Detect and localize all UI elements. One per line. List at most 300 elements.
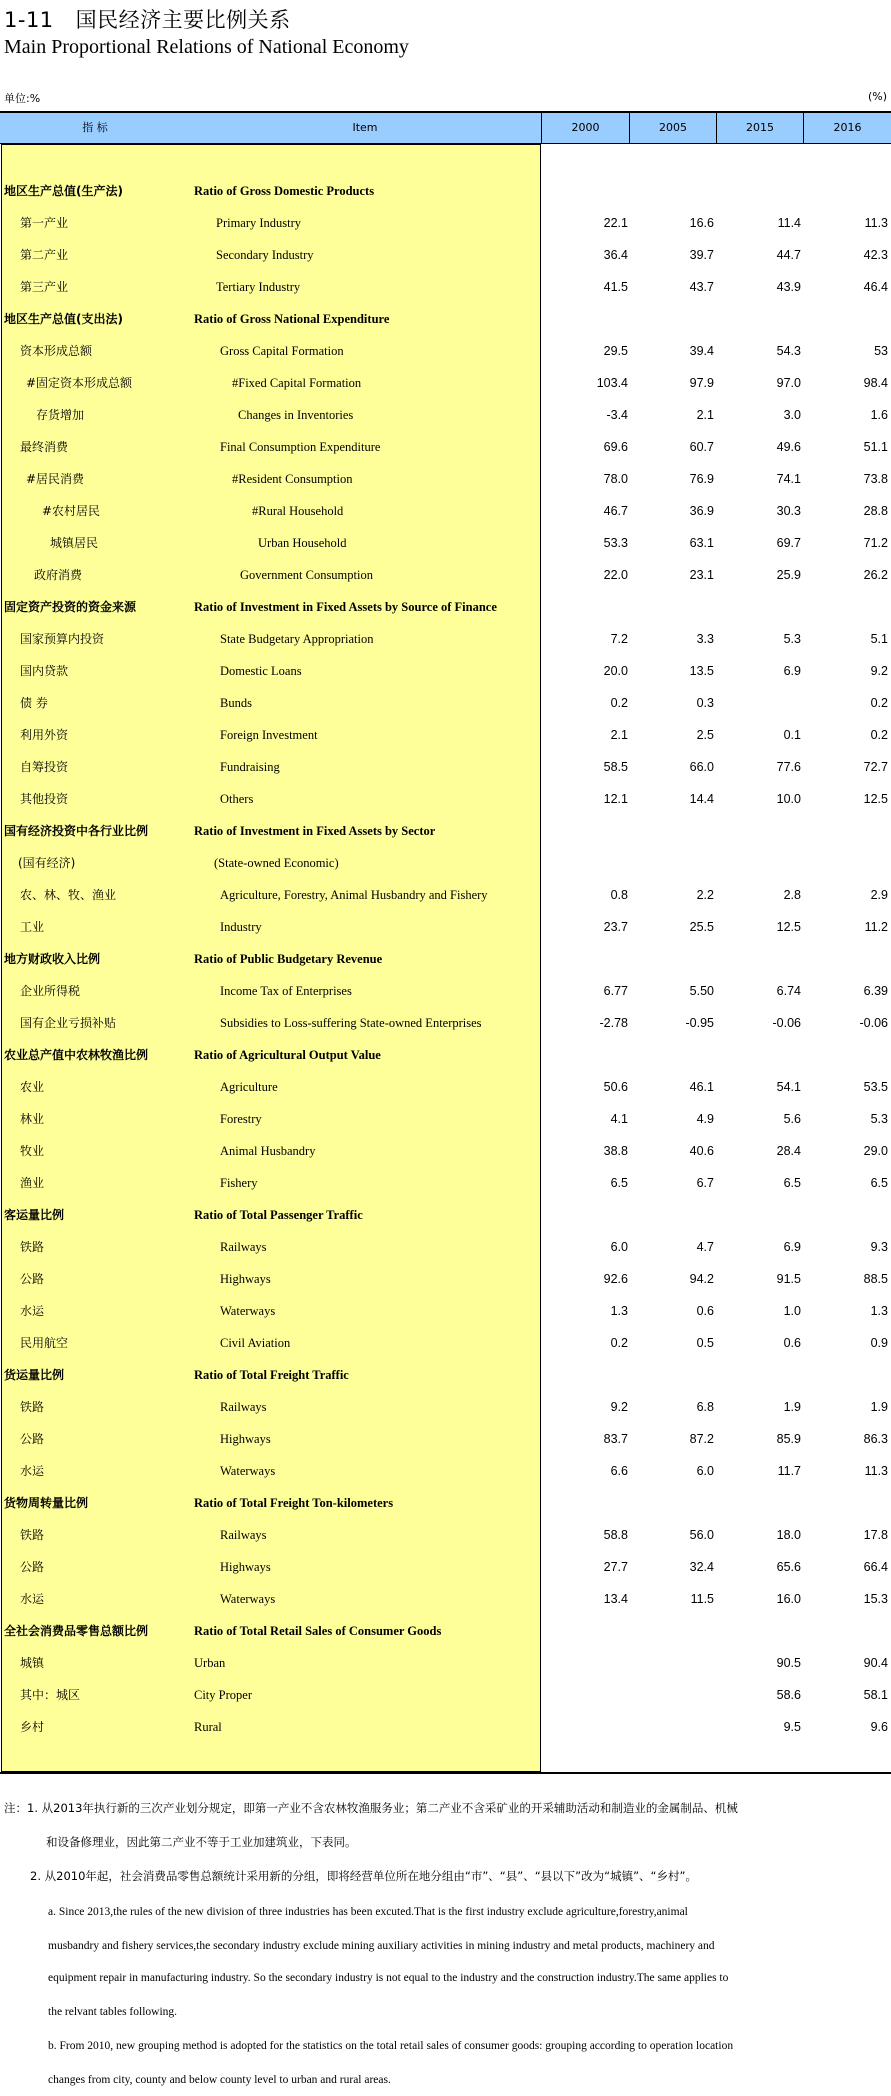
indicator-cn: 水运: [20, 1592, 45, 1606]
indicator-en: #Resident Consumption: [232, 472, 353, 486]
indicator-cn: #居民消费: [26, 472, 85, 486]
value-2005: 25.5: [689, 920, 714, 934]
indicator-en: Government Consumption: [240, 568, 373, 582]
value-2015: 6.74: [776, 984, 801, 998]
section-title-cn: 地区生产总值(支出法): [4, 312, 123, 326]
value-2016: 53.5: [863, 1080, 888, 1094]
section-title-en: Ratio of Investment in Fixed Assets by Sector: [194, 824, 436, 838]
value-2015: 18.0: [776, 1528, 801, 1542]
value-2015: 0.6: [783, 1336, 801, 1350]
value-2005: 94.2: [689, 1272, 714, 1286]
indicator-en: Animal Husbandry: [220, 1144, 316, 1158]
section-title-en: Ratio of Public Budgetary Revenue: [194, 952, 383, 966]
indicator-en: State Budgetary Appropriation: [220, 632, 374, 646]
value-2000: 0.2: [610, 696, 628, 710]
value-2015: 28.4: [776, 1144, 801, 1158]
footnote-line: musbandry and fishery services,the secondary industry exclude mining auxiliary activities in mining industry and metal products, machinery and: [48, 1940, 715, 1952]
section-title-en: Ratio of Agricultural Output Value: [194, 1048, 381, 1062]
indicator-cn: 乡村: [20, 1720, 45, 1734]
value-2015: 11.4: [777, 216, 801, 230]
value-2005: 43.7: [689, 280, 714, 294]
value-2005: 2.5: [696, 728, 714, 742]
section-title-cn: 全社会消费品零售总额比例: [4, 1624, 149, 1638]
value-2005: 87.2: [689, 1432, 714, 1446]
value-2000: 4.1: [610, 1112, 628, 1126]
value-2016: 1.9: [870, 1400, 888, 1414]
indicator-en: Highways: [220, 1272, 271, 1286]
table-bottom-rule: [0, 1772, 891, 1774]
section-title-en: Ratio of Gross Domestic Products: [194, 184, 375, 198]
table-row: [0, 1679, 891, 1711]
value-2016: 1.6: [870, 408, 888, 422]
value-2015: 90.5: [776, 1656, 801, 1670]
table-row: [0, 1231, 891, 1263]
table-number: 1-11: [4, 8, 54, 32]
indicator-en: Bunds: [220, 696, 252, 710]
value-2005: 4.7: [696, 1240, 714, 1254]
value-2000: 83.7: [603, 1432, 628, 1446]
section-title-en: Ratio of Investment in Fixed Assets by Source of Finance: [194, 600, 497, 614]
indicator-en: Urban Household: [258, 536, 347, 550]
value-2005: 97.9: [689, 376, 714, 390]
value-2000: 58.5: [603, 760, 628, 774]
value-2016: 2.9: [870, 888, 888, 902]
value-2015: 6.9: [783, 664, 801, 678]
value-2005: 39.4: [689, 344, 714, 358]
value-2016: 9.2: [870, 664, 888, 678]
indicator-en: Industry: [220, 920, 262, 934]
indicator-en: Domestic Loans: [220, 664, 302, 678]
indicator-en: City Proper: [194, 1688, 252, 1702]
table-row: [0, 335, 891, 367]
value-2015: 44.7: [776, 248, 801, 262]
footnote-line: b. From 2010, new grouping method is adopted for the statistics on the total retail sales of consumer goods: grouping according to operation location: [48, 2040, 734, 2052]
indicator-en: Rural: [194, 1720, 222, 1734]
table-row: [0, 1103, 891, 1135]
value-2016: 58.1: [863, 1688, 888, 1702]
indicator-en: Railways: [220, 1400, 267, 1414]
value-2015: 9.5: [783, 1720, 801, 1734]
value-2016: 72.7: [863, 760, 888, 774]
indicator-en: Fundraising: [220, 760, 280, 774]
value-2000: 6.77: [603, 984, 628, 998]
indicator-cn: 城镇居民: [50, 536, 99, 550]
value-2005: 6.7: [696, 1176, 714, 1190]
value-2015: 43.9: [776, 280, 801, 294]
value-2000: 103.4: [596, 376, 628, 390]
value-2000: 27.7: [603, 1560, 628, 1574]
table-row: [0, 399, 891, 431]
value-2015: 74.1: [776, 472, 801, 486]
indicator-cn: 民用航空: [20, 1336, 69, 1350]
table-row: [0, 911, 891, 943]
value-2016: 6.39: [863, 984, 888, 998]
page-title-cn: [4, 4, 291, 34]
value-2016: 11.3: [864, 216, 888, 230]
value-2005: 46.1: [689, 1080, 714, 1094]
value-2000: 58.8: [603, 1528, 628, 1542]
indicator-cn: 国家预算内投资: [20, 632, 105, 646]
value-2015: 25.9: [776, 568, 801, 582]
value-2005: 40.6: [689, 1144, 714, 1158]
indicator-cn: 牧业: [20, 1144, 45, 1158]
value-2005: 6.8: [696, 1400, 714, 1414]
value-2005: 76.9: [689, 472, 714, 486]
value-2005: 0.3: [696, 696, 714, 710]
value-2005: 6.0: [696, 1464, 714, 1478]
table-row: [0, 1615, 891, 1647]
value-2000: 36.4: [603, 248, 628, 262]
indicator-cn: 林业: [20, 1112, 45, 1126]
value-2005: 5.50: [689, 984, 714, 998]
title-text-cn: 国民经济主要比例关系: [75, 8, 291, 32]
table-row: [0, 431, 891, 463]
value-2005: 56.0: [689, 1528, 714, 1542]
table-row: [0, 1519, 891, 1551]
table-row: [0, 655, 891, 687]
value-2016: 28.8: [863, 504, 888, 518]
indicator-cn: 债 券: [20, 696, 48, 710]
indicator-cn: 存货增加: [36, 408, 85, 422]
value-2000: 29.5: [603, 344, 628, 358]
indicator-en: Civil Aviation: [220, 1336, 291, 1350]
value-2005: 23.1: [689, 568, 714, 582]
indicator-cn: 政府消费: [34, 568, 83, 582]
indicator-cn: 国有企业亏损补贴: [20, 1016, 117, 1030]
table-row: [0, 239, 891, 271]
value-2016: 5.1: [870, 632, 888, 646]
indicator-en: Subsidies to Loss-suffering State-owned Enterprises: [220, 1016, 482, 1030]
indicator-en: (State-owned Economic): [214, 856, 339, 870]
table-row: [0, 783, 891, 815]
value-2000: 13.4: [603, 1592, 628, 1606]
value-2015: 65.6: [776, 1560, 801, 1574]
value-2005: 39.7: [689, 248, 714, 262]
table-row: [0, 1167, 891, 1199]
indicator-cn: 公路: [20, 1560, 45, 1574]
unit-label: 单位:%: [4, 92, 41, 105]
page-title-en: Main Proportional Relations of National Economy: [4, 36, 409, 58]
section-title-en: Ratio of Total Freight Ton-kilometers: [194, 1496, 394, 1510]
value-2015: 1.0: [783, 1304, 801, 1318]
value-2016: 26.2: [863, 568, 888, 582]
table-row: [0, 719, 891, 751]
table-row: [0, 495, 891, 527]
indicator-en: Final Consumption Expenditure: [220, 440, 381, 454]
value-2000: -2.78: [599, 1016, 628, 1030]
value-2000: 69.6: [603, 440, 628, 454]
table-row: [0, 623, 891, 655]
indicator-cn: 其他投资: [20, 792, 69, 806]
value-2005: 36.9: [689, 504, 714, 518]
value-2000: 50.6: [603, 1080, 628, 1094]
table-row: [0, 303, 891, 335]
value-2000: 2.1: [610, 728, 628, 742]
table-row: [0, 687, 891, 719]
table-row: [0, 1711, 891, 1743]
value-2016: 98.4: [863, 376, 888, 390]
value-2000: 22.0: [603, 568, 628, 582]
indicator-en: Forestry: [220, 1112, 262, 1126]
value-2016: 9.6: [870, 1720, 888, 1734]
indicator-en: Foreign Investment: [220, 728, 318, 742]
indicator-en: Highways: [220, 1560, 271, 1574]
table-row: [0, 1295, 891, 1327]
value-2015: 1.9: [783, 1400, 801, 1414]
value-2000: 92.6: [603, 1272, 628, 1286]
indicator-en: Gross Capital Formation: [220, 344, 344, 358]
indicator-en: #Fixed Capital Formation: [232, 376, 362, 390]
value-2005: 2.2: [696, 888, 714, 902]
header-year-2015: 2015: [746, 121, 774, 134]
value-2015: 77.6: [776, 760, 801, 774]
indicator-cn: 公路: [20, 1432, 45, 1446]
table-row: [0, 943, 891, 975]
value-2015: 97.0: [776, 376, 801, 390]
value-2016: 90.4: [863, 1656, 888, 1670]
value-2000: 6.0: [610, 1240, 628, 1254]
indicator-cn: 最终消费: [20, 440, 69, 454]
table-row: [0, 1423, 891, 1455]
indicator-cn: 渔业: [20, 1176, 45, 1190]
value-2016: 6.5: [870, 1176, 888, 1190]
unit-label-right: (%): [867, 90, 887, 103]
table-row: [0, 751, 891, 783]
value-2015: 0.1: [783, 728, 801, 742]
indicator-cn: 企业所得税: [20, 984, 81, 998]
value-2016: 51.1: [863, 440, 888, 454]
value-2005: 66.0: [689, 760, 714, 774]
indicator-en: Agriculture: [220, 1080, 278, 1094]
section-title-en: Ratio of Gross National Expenditure: [194, 312, 390, 326]
value-2016: 12.5: [863, 792, 888, 806]
value-2015: 6.9: [783, 1240, 801, 1254]
value-2005: 32.4: [689, 1560, 714, 1574]
header-indicator: 指 标: [82, 121, 108, 134]
value-2015: 5.6: [783, 1112, 801, 1126]
table-row: [0, 207, 891, 239]
table-row: [0, 1583, 891, 1615]
indicator-en: Waterways: [220, 1464, 276, 1478]
indicator-en: Tertiary Industry: [216, 280, 301, 294]
footnote-line: a. Since 2013,the rules of the new division of three industries has been excuted.That is the first industry exclude agriculture,forestry,animal: [48, 1906, 688, 1918]
indicator-en: Fishery: [220, 1176, 258, 1190]
indicator-cn: #农村居民: [42, 504, 101, 518]
table-row: [0, 559, 891, 591]
indicator-cn: 农业: [20, 1080, 45, 1094]
value-2016: 1.3: [870, 1304, 888, 1318]
indicator-en: Changes in Inventories: [238, 408, 354, 422]
value-2015: 69.7: [776, 536, 801, 550]
indicator-cn: 资本形成总额: [20, 344, 93, 358]
value-2005: 4.9: [696, 1112, 714, 1126]
value-2015: 58.6: [776, 1688, 801, 1702]
indicator-cn: 铁路: [20, 1240, 45, 1254]
indicator-en: Waterways: [220, 1304, 276, 1318]
value-2015: 54.1: [776, 1080, 801, 1094]
value-2000: 53.3: [603, 536, 628, 550]
footnote-line: 注：1. 从2013年执行新的三次产业划分规定，即第一产业不含农林牧渔服务业；第二产业不含采矿业的开采辅助活动和制造业的金属制品、机械: [4, 1801, 738, 1815]
section-title-cn: 客运量比例: [4, 1208, 65, 1222]
value-2016: 0.9: [870, 1336, 888, 1350]
indicator-en: Highways: [220, 1432, 271, 1446]
value-2000: 20.0: [603, 664, 628, 678]
table-row: [0, 1455, 891, 1487]
footnote-line: equipment repair in manufacturing industry. So the secondary industry is not equal to the industry and the construction industry.The same applies to: [48, 1972, 729, 1984]
value-2015: -0.06: [772, 1016, 801, 1030]
value-2015: 85.9: [776, 1432, 801, 1446]
indicator-cn: 国内贷款: [20, 664, 69, 678]
table-row: [0, 1135, 891, 1167]
value-2016: 0.2: [870, 728, 888, 742]
value-2005: 16.6: [689, 216, 714, 230]
value-2015: 91.5: [776, 1272, 801, 1286]
value-2016: 53: [874, 344, 888, 358]
value-2005: 3.3: [696, 632, 714, 646]
value-2016: -0.06: [859, 1016, 888, 1030]
section-title-cn: 地区生产总值(生产法): [4, 184, 123, 198]
indicator-cn: 其中：城区: [20, 1688, 81, 1702]
footnote-line: changes from city, county and below county level to urban and rural areas.: [48, 2074, 391, 2086]
indicator-en: Waterways: [220, 1592, 276, 1606]
indicator-cn: 利用外资: [20, 728, 69, 742]
value-2015: 30.3: [776, 504, 801, 518]
indicator-cn: 第二产业: [20, 248, 69, 262]
value-2016: 11.3: [864, 1464, 888, 1478]
table-row: [0, 463, 891, 495]
value-2015: 3.0: [783, 408, 801, 422]
value-2015: 49.6: [776, 440, 801, 454]
value-2016: 88.5: [863, 1272, 888, 1286]
footnote-line: 和设备修理业，因此第二产业不等于工业加建筑业，下表同。: [46, 1835, 357, 1849]
header-year-2000: 2000: [571, 121, 600, 134]
value-2016: 9.3: [870, 1240, 888, 1254]
table-row: [0, 1391, 891, 1423]
indicator-cn: 第三产业: [20, 280, 69, 294]
indicator-en: Railways: [220, 1528, 267, 1542]
table-row: [0, 1647, 891, 1679]
indicator-en: Others: [220, 792, 254, 806]
indicator-cn: 公路: [20, 1272, 45, 1286]
value-2005: 0.6: [696, 1304, 714, 1318]
value-2000: 41.5: [603, 280, 628, 294]
value-2005: 11.5: [690, 1592, 714, 1606]
indicator-cn: 铁路: [20, 1400, 45, 1414]
indicator-cn: #固定资本形成总额: [26, 376, 133, 390]
table-row: [0, 527, 891, 559]
header-year-2016: 2016: [833, 121, 862, 134]
indicator-cn: (国有经济): [18, 856, 76, 870]
value-2000: 23.7: [603, 920, 628, 934]
value-2000: 7.2: [610, 632, 628, 646]
indicator-cn: 城镇: [20, 1656, 45, 1670]
value-2000: 78.0: [603, 472, 628, 486]
value-2000: 12.1: [603, 792, 628, 806]
table-row: [0, 847, 891, 879]
value-2016: 46.4: [863, 280, 888, 294]
indicator-en: Urban: [194, 1656, 226, 1670]
value-2016: 86.3: [863, 1432, 888, 1446]
value-2000: 6.6: [610, 1464, 628, 1478]
section-title-cn: 货运量比例: [4, 1368, 65, 1382]
table-row: [0, 1263, 891, 1295]
table-row: [0, 975, 891, 1007]
value-2015: 54.3: [776, 344, 801, 358]
value-2000: 46.7: [603, 504, 628, 518]
table-row: [0, 1359, 891, 1391]
value-2015: 16.0: [776, 1592, 801, 1606]
table-row: [0, 175, 891, 207]
section-title-en: Ratio of Total Freight Traffic: [194, 1368, 349, 1382]
indicator-cn: 水运: [20, 1304, 45, 1318]
value-2016: 5.3: [870, 1112, 888, 1126]
value-2000: 6.5: [610, 1176, 628, 1190]
value-2016: 42.3: [863, 248, 888, 262]
table-row: [0, 1071, 891, 1103]
table-row: [0, 367, 891, 399]
indicator-en: #Rural Household: [252, 504, 344, 518]
indicator-cn: 农、林、牧、渔业: [20, 888, 117, 902]
indicator-en: Income Tax of Enterprises: [220, 984, 352, 998]
header-item: Item: [352, 121, 378, 134]
table-row: [0, 1487, 891, 1519]
section-title-cn: 地方财政收入比例: [4, 952, 101, 966]
value-2015: 12.5: [776, 920, 801, 934]
value-2000: 0.2: [610, 1336, 628, 1350]
value-2015: 10.0: [776, 792, 801, 806]
value-2016: 66.4: [863, 1560, 888, 1574]
value-2000: 9.2: [610, 1400, 628, 1414]
value-2016: 71.2: [863, 536, 888, 550]
section-title-en: Ratio of Total Passenger Traffic: [194, 1208, 363, 1222]
value-2005: 63.1: [689, 536, 714, 550]
value-2015: 6.5: [783, 1176, 801, 1190]
value-2000: 22.1: [603, 216, 628, 230]
value-2016: 17.8: [863, 1528, 888, 1542]
section-title-cn: 国有经济投资中各行业比例: [4, 824, 149, 838]
table-row: [0, 1199, 891, 1231]
footnote-line: 2. 从2010年起，社会消费品零售总额统计采用新的分组，即将经营单位所在地分组由“市”、“县”、“县以下”改为“城镇”、“乡村”。: [30, 1869, 697, 1883]
value-2015: 5.3: [783, 632, 801, 646]
value-2005: 0.5: [696, 1336, 714, 1350]
table-row: [0, 1551, 891, 1583]
value-2016: 73.8: [863, 472, 888, 486]
table-row: [0, 1327, 891, 1359]
indicator-cn: 工业: [20, 920, 45, 934]
indicator-cn: 水运: [20, 1464, 45, 1478]
table-row: [0, 815, 891, 847]
table-row: [0, 1039, 891, 1071]
indicator-en: Secondary Industry: [216, 248, 314, 262]
value-2000: 1.3: [610, 1304, 628, 1318]
table-row: [0, 1007, 891, 1039]
indicator-en: Agriculture, Forestry, Animal Husbandry and Fishery: [220, 888, 488, 902]
value-2005: 14.4: [689, 792, 714, 806]
indicator-en: Primary Industry: [216, 216, 302, 230]
value-2005: -0.95: [685, 1016, 714, 1030]
value-2016: 15.3: [863, 1592, 888, 1606]
value-2015: 2.8: [783, 888, 801, 902]
table-row: [0, 591, 891, 623]
value-2005: 60.7: [689, 440, 714, 454]
section-title-cn: 货物周转量比例: [4, 1496, 89, 1510]
header-year-2005: 2005: [659, 121, 687, 134]
section-title-en: Ratio of Total Retail Sales of Consumer Goods: [194, 1624, 442, 1638]
indicator-cn: 自筹投资: [20, 760, 69, 774]
value-2000: 0.8: [610, 888, 628, 902]
table-header: [0, 111, 891, 144]
section-title-cn: 农业总产值中农林牧渔比例: [4, 1048, 149, 1062]
